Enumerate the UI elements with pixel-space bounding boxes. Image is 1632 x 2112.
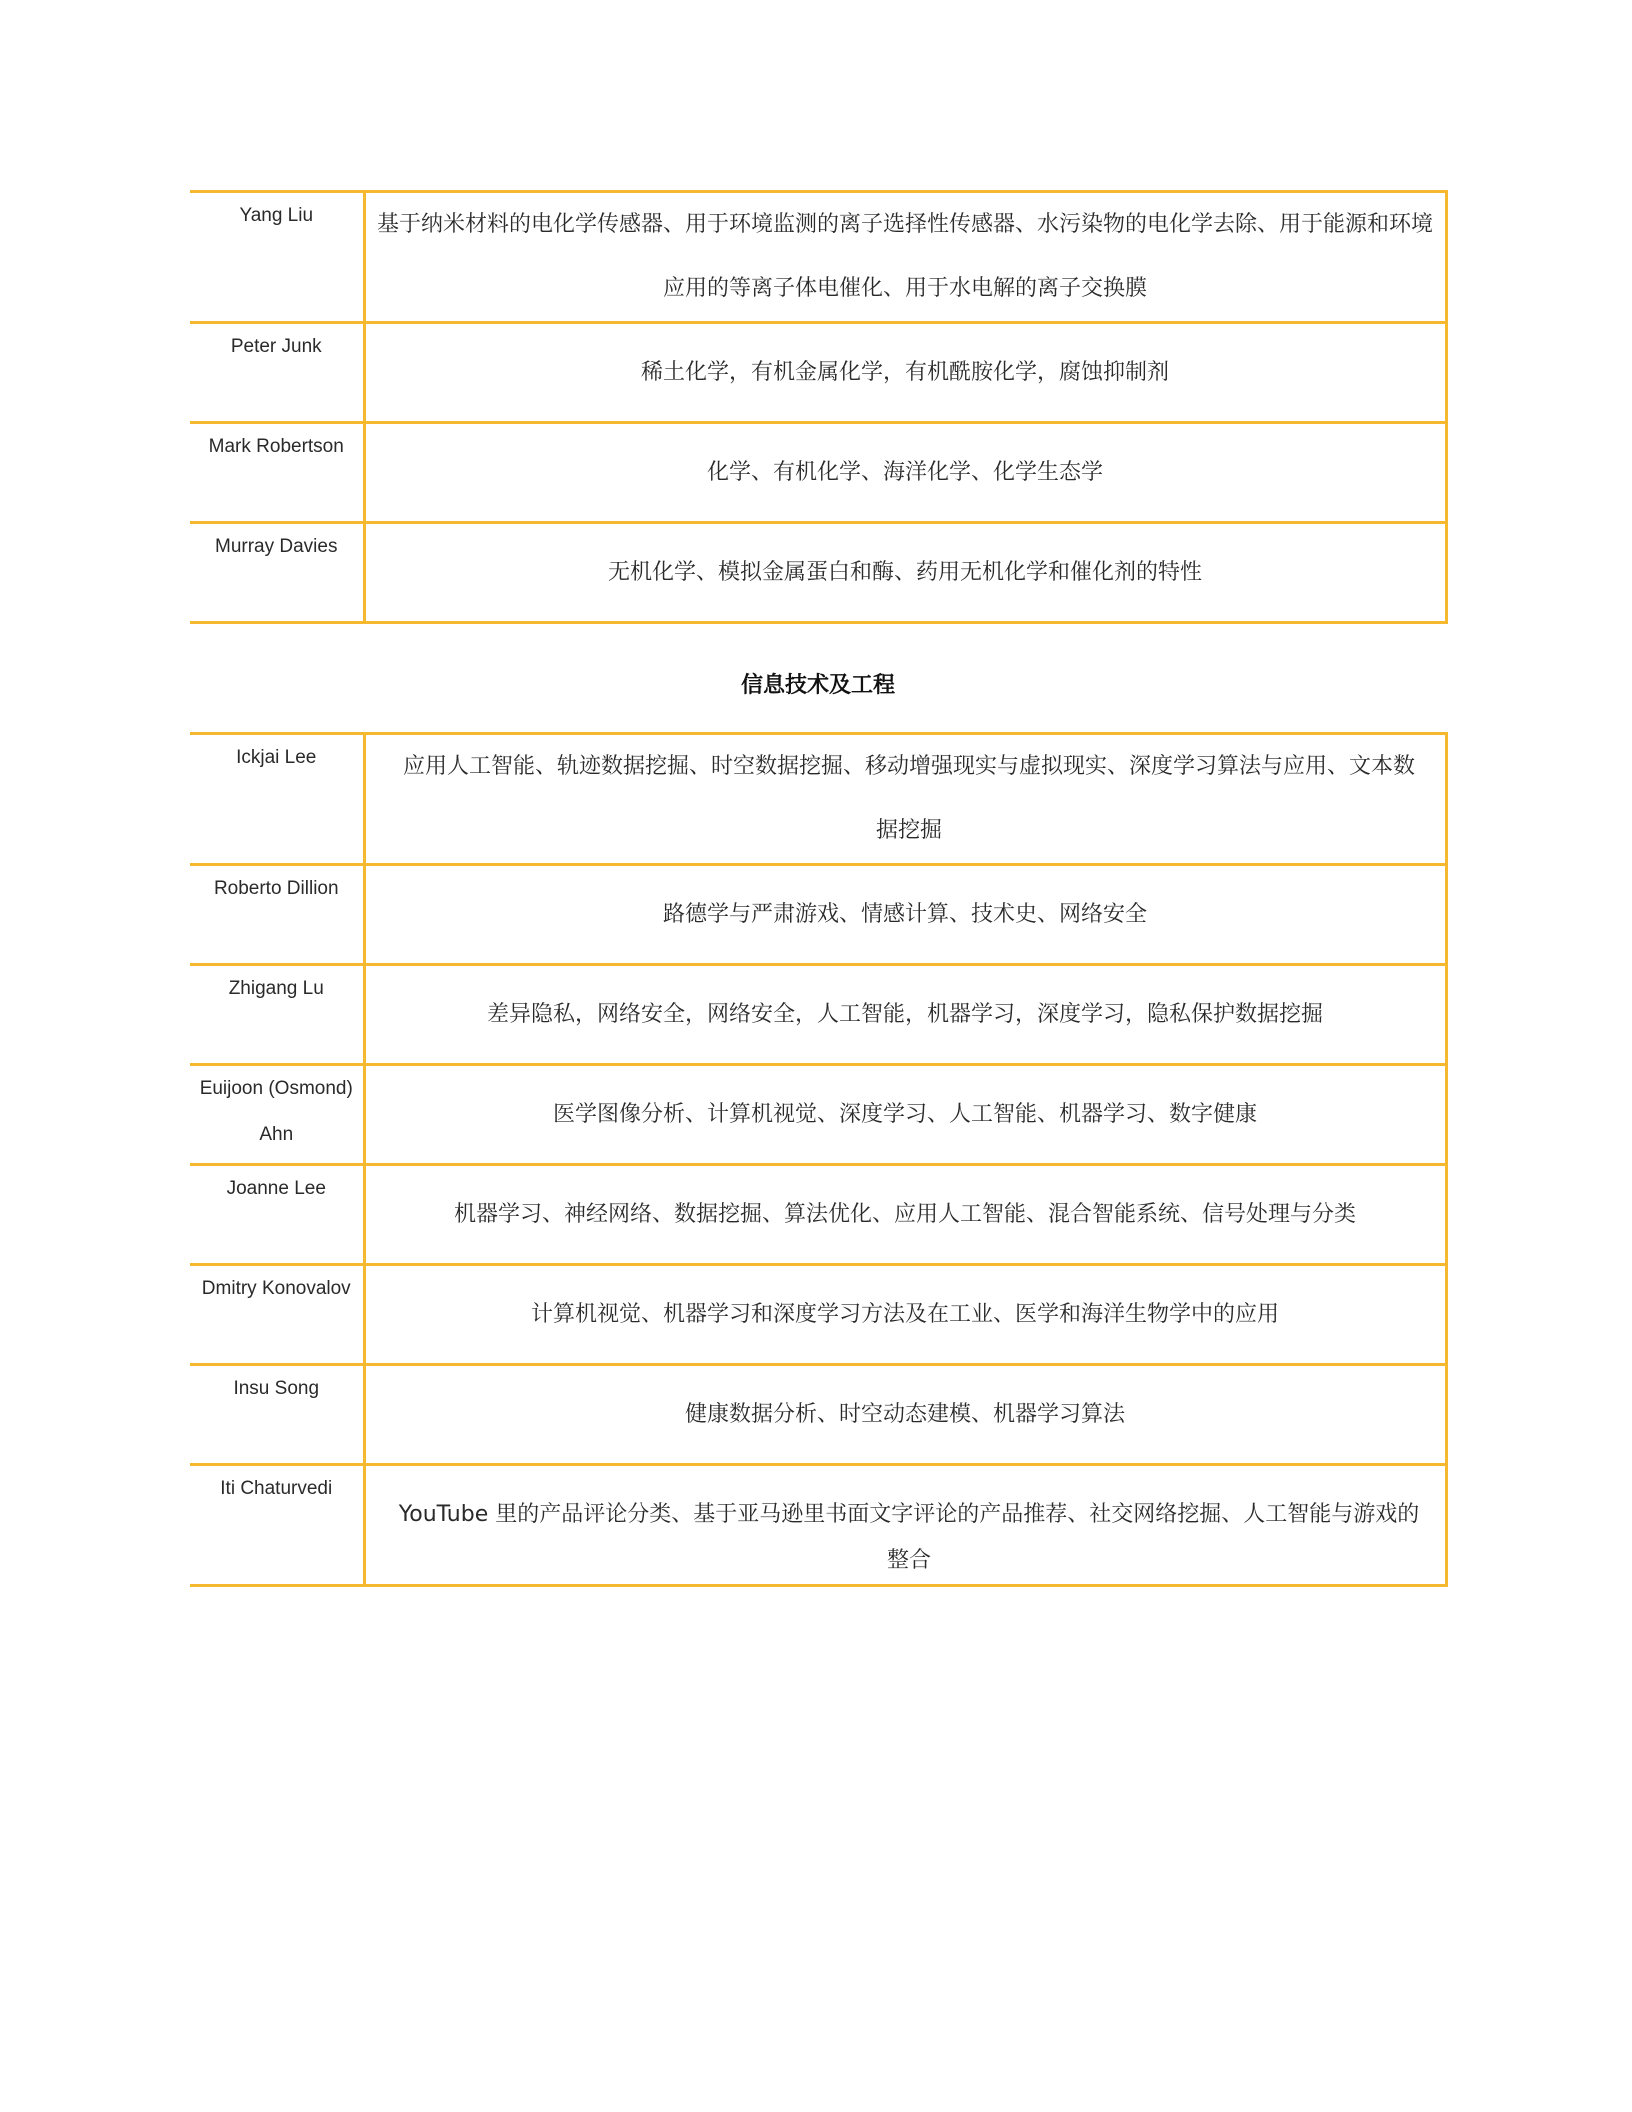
table-row xyxy=(190,865,1446,965)
faculty-name: Insu Song xyxy=(190,1365,364,1465)
research-area-text: 稀土化学，有机金属化学，有机酰胺化学，腐蚀抑制剂 xyxy=(640,360,1169,385)
faculty-table-chemistry xyxy=(190,190,1448,624)
table-row xyxy=(190,523,1446,623)
table-row xyxy=(190,734,1446,865)
research-area-text: 应用人工智能、轨迹数据挖掘、时空数据挖掘、移动增强现实与虚拟现实、深度学习算法与应用、文本数据挖掘 xyxy=(402,754,1415,843)
research-area xyxy=(364,865,1446,965)
faculty-name: Joanne Lee xyxy=(190,1165,364,1265)
research-area-text: 差异隐私，网络安全，网络安全，人工智能，机器学习，深度学习，隐私保护数据挖掘 xyxy=(486,1002,1323,1027)
research-area-text: 健康数据分析、时空动态建模、机器学习算法 xyxy=(684,1402,1125,1427)
research-area xyxy=(364,423,1446,523)
research-area xyxy=(364,734,1446,865)
table-row xyxy=(190,423,1446,523)
research-area-text: 化学、有机化学、海洋化学、化学生态学 xyxy=(706,460,1103,485)
table-row xyxy=(190,1365,1446,1465)
research-area xyxy=(364,323,1446,423)
faculty-name: Peter Junk xyxy=(190,323,364,423)
research-area xyxy=(364,1265,1446,1365)
research-area xyxy=(364,1065,1446,1165)
research-area-text: 路德学与严肃游戏、情感计算、技术史、网络安全 xyxy=(662,902,1147,927)
research-area xyxy=(364,1165,1446,1265)
faculty-name: Ickjai Lee xyxy=(190,734,364,865)
faculty-table-it-engineering xyxy=(190,732,1448,1587)
research-area xyxy=(364,1465,1446,1586)
table-row xyxy=(190,192,1446,323)
research-area xyxy=(364,523,1446,623)
research-area xyxy=(364,192,1446,323)
faculty-name: Murray Davies xyxy=(190,523,364,623)
faculty-name: Dmitry Konovalov xyxy=(190,1265,364,1365)
faculty-name: Yang Liu xyxy=(190,192,364,323)
table-row xyxy=(190,1065,1446,1165)
section-heading: 信息技术及工程 xyxy=(740,673,895,698)
research-area-text: 计算机视觉、机器学习和深度学习方法及在工业、医学和海洋生物学中的应用 xyxy=(530,1302,1279,1327)
research-area xyxy=(364,1365,1446,1465)
research-area xyxy=(364,965,1446,1065)
faculty-name: Zhigang Lu xyxy=(190,965,364,1065)
table-row xyxy=(190,965,1446,1065)
table-row xyxy=(190,1465,1446,1586)
research-area-text: 基于纳米材料的电化学传感器、用于环境监测的离子选择性传感器、水污染物的电化学去除、用于能源和环境应用的等离子体电催化、用于水电解的离子交换膜 xyxy=(376,212,1433,301)
faculty-name: Mark Robertson xyxy=(190,423,364,523)
faculty-name: Iti Chaturvedi xyxy=(190,1465,364,1586)
research-area-text: 无机化学、模拟金属蛋白和酶、药用无机化学和催化剂的特性 xyxy=(607,560,1202,585)
table-row xyxy=(190,323,1446,423)
research-area-text: 医学图像分析、计算机视觉、深度学习、人工智能、机器学习、数字健康 xyxy=(552,1102,1257,1127)
research-area-text: YouTube 里的产品评论分类、基于亚马逊里书面文字评论的产品推荐、社交网络挖掘、人工智能与游戏的整合 xyxy=(398,1502,1420,1573)
faculty-name: Euijoon (Osmond) Ahn xyxy=(190,1065,364,1165)
research-area-text: 机器学习、神经网络、数据挖掘、算法优化、应用人工智能、混合智能系统、信号处理与分类 xyxy=(453,1202,1356,1227)
table-row xyxy=(190,1265,1446,1365)
table-row xyxy=(190,1165,1446,1265)
faculty-name: Roberto Dillion xyxy=(190,865,364,965)
